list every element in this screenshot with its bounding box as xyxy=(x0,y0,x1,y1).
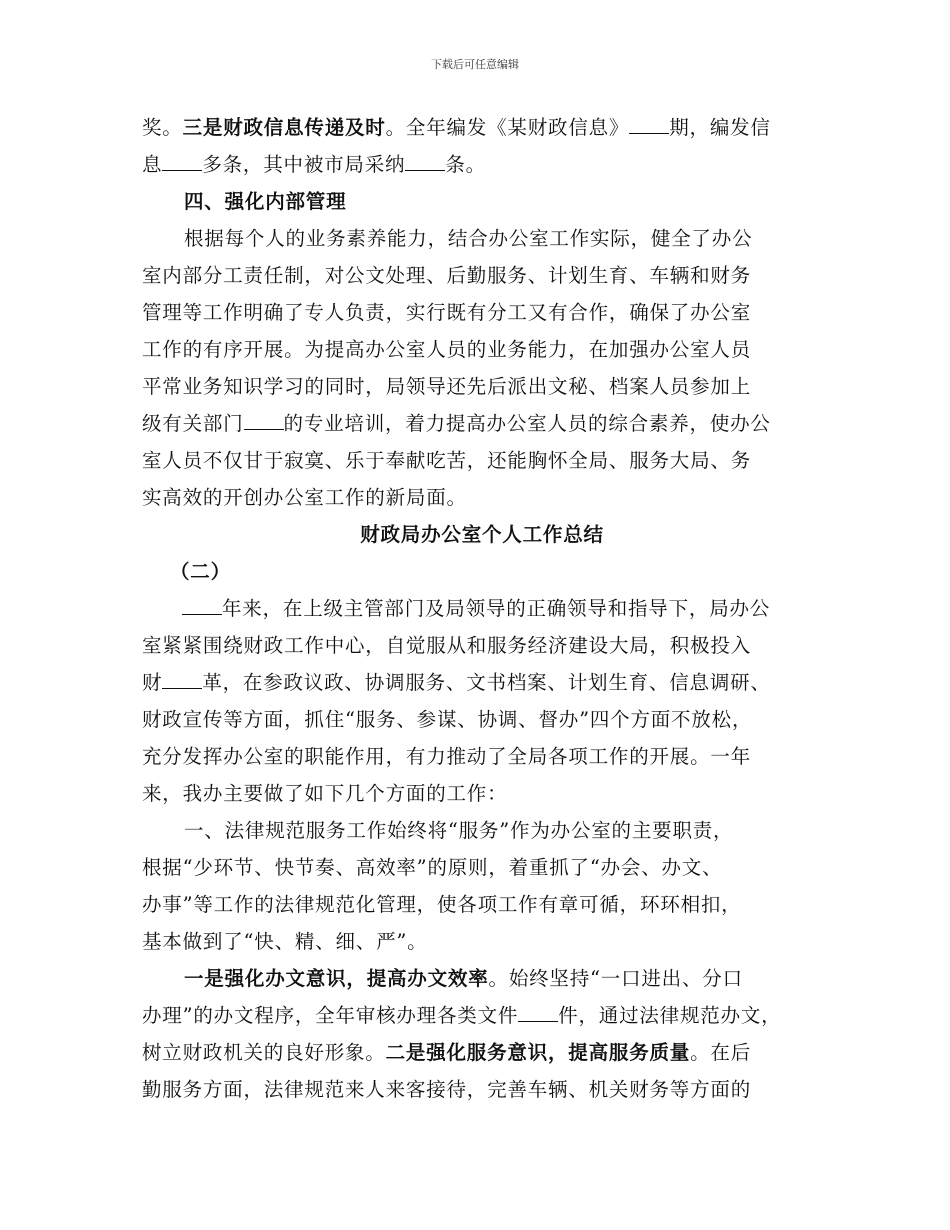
text-line: 勤服务方面，法律规范来人来客接待，完善车辆、机关财务等方面的 xyxy=(142,1078,752,1101)
text-line xyxy=(142,109,822,146)
text-line: 基本做到了“快、精、细、严”。 xyxy=(142,930,428,953)
bold-heading-run: 一是强化办文意识，提高办文效率 xyxy=(184,967,489,990)
text-run: 办理”的办文程序，全年审核办理各类文件 xyxy=(142,1004,519,1027)
text-run: 。在后 xyxy=(690,1041,752,1064)
fill-blank xyxy=(629,119,669,134)
text-line: 办事”等工作的法律规范化管理，使各项工作有章可循，环环相扣， xyxy=(142,893,742,916)
fill-blank xyxy=(182,600,222,615)
text-run: 树立财政机关的良好形象。 xyxy=(142,1041,386,1064)
text-line xyxy=(142,405,822,442)
text-line xyxy=(142,960,822,997)
text-run: 多条，其中被市局采纳 xyxy=(202,153,406,176)
section-heading: 四、强化内部管理 xyxy=(184,190,347,213)
text-run: 。始终坚持“一口进出、分口 xyxy=(488,967,743,990)
bold-heading-run: 三是财政信息传递及时 xyxy=(182,116,386,139)
fill-blank xyxy=(518,1007,558,1022)
text-run: 条。 xyxy=(445,153,486,176)
text-run: 级有关部门 xyxy=(142,412,244,435)
text-line: 根据每个人的业务素养能力，结合办公室工作实际，健全了办公 xyxy=(184,227,753,250)
fill-blank xyxy=(162,674,202,689)
text-line: 一、法律规范服务工作始终将“服务”作为办公室的主要职责， xyxy=(184,819,734,842)
text-run: 革，在参政议政、协调服务、文书档案、计划生育、信息调研、 xyxy=(202,671,771,694)
text-run: 财 xyxy=(142,671,163,694)
text-line xyxy=(142,146,822,183)
text-line: 实高效的开创办公室工作的新局面。 xyxy=(142,486,467,509)
page-header-note: 下载后可任意编辑 xyxy=(431,58,519,71)
text-line: 财政宣传等方面，抓住“服务、参谋、协调、督办”四个方面不放松， xyxy=(142,708,753,731)
text-line: 来，我办主要做了如下几个方面的工作： xyxy=(142,782,508,805)
fill-blank xyxy=(244,415,284,430)
text-run: 期，编发信 xyxy=(669,116,771,139)
document-subtitle: （二） xyxy=(170,560,231,583)
text-run: 年来，在上级主管部门及局领导的正确领导和指导下，局办公 xyxy=(222,597,771,620)
text-line xyxy=(142,664,822,701)
text-run: 息 xyxy=(142,153,163,176)
text-line: 室人员不仅甘于寂寞、乐于奉献吃苦，还能胸怀全局、服务大局、务 xyxy=(142,449,752,472)
text-line: 管理等工作明确了专人负责，实行既有分工又有合作，确保了办公室 xyxy=(142,301,752,324)
text-run: 的专业培训，着力提高办公室人员的综合素养，使办公 xyxy=(283,412,771,435)
text-line: 室紧紧围绕财政工作中心，自觉服从和服务经济建设大局，积极投入 xyxy=(142,634,752,657)
text-line: 根据“少环节、快节奏、高效率”的原则，着重抓了“办会、办文、 xyxy=(142,856,723,879)
text-line: 室内部分工责任制，对公文处理、后勤服务、计划生育、车辆和财务 xyxy=(142,264,752,287)
document-body xyxy=(142,109,822,1108)
bold-heading-run: 二是强化服务意识，提高服务质量 xyxy=(385,1041,691,1064)
text-line xyxy=(142,1034,822,1071)
text-line xyxy=(142,590,822,627)
text-line xyxy=(142,997,822,1034)
text-line: 平常业务知识学习的同时，局领导还先后派出文秘、档案人员参加上 xyxy=(142,375,752,398)
document-title: 财政局办公室个人工作总结 xyxy=(360,523,604,546)
text-line: 充分发挥办公室的职能作用，有力推动了全局各项工作的开展。一年 xyxy=(142,745,752,768)
text-run: 件，通过法律规范办文， xyxy=(558,1004,782,1027)
text-run: 奖。 xyxy=(142,116,183,139)
text-run: 。全年编发《某财政信息》 xyxy=(385,116,630,139)
fill-blank xyxy=(405,156,445,171)
text-line: 工作的有序开展。为提高办公室人员的业务能力，在加强办公室人员 xyxy=(142,338,752,361)
fill-blank xyxy=(162,156,202,171)
